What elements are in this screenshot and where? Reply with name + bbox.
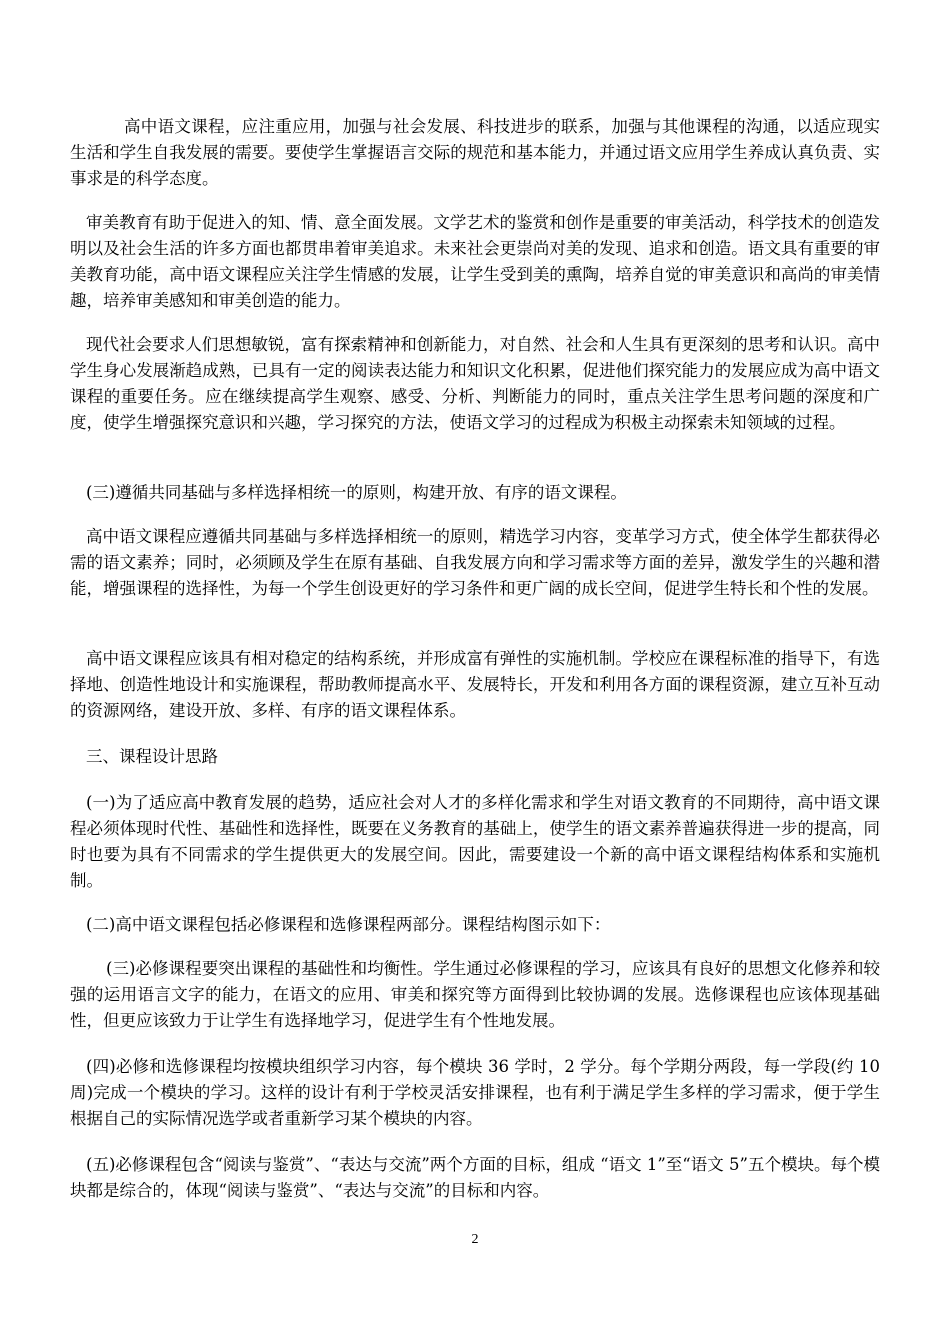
paragraph-stable-structure: 高中语文课程应该具有相对稳定的结构系统，并形成富有弹性的实施机制。学校应在课程标准的指导下，有选择地、创造性地设计和实施课程，帮助教师提高水平、发展特长，开发和利用各方面的课程资源，建立互补互动的资源网络，建设开放、多样、有序的语文课程体系。 xyxy=(70,649,880,720)
page-number: 2 xyxy=(471,1232,479,1247)
paragraph-design-point-four: (四)必修和选修课程均按模块组织学习内容，每个模块 36 学时，2 学分。每个学期分两段，每一学段(约 10 周)完成一个模块的学习。这样的设计有利于学校灵活安排课程，也有利于满足学生多样的学习需求，便于学生根据自己的实际情况选学或者重新学习某个模块的内容。 xyxy=(70,1057,880,1128)
paragraph-design-point-five: (五)必修课程包含“阅读与鉴赏”、“表达与交流”两个方面的目标，组成 “语文 1”至“语文 5”五个模块。每个模块都是综合的，体现“阅读与鉴赏”、“表达与交流”的目标和内容。 xyxy=(70,1155,880,1200)
paragraph-design-point-one: (一)为了适应高中教育发展的趋势，适应社会对人才的多样化需求和学生对语文教育的不同期待，高中语文课程必须体现时代性、基础性和选择性，既要在义务教育的基础上，使学生的语文素养普遍获得进一步的提高，同时也要为具有不同需求的学生提供更大的发展空间。因此，需要建设一个新的高中语文课程结构体系和实施机制。 xyxy=(70,793,880,890)
paragraph-inquiry-ability: 现代社会要求人们思想敏锐，富有探索精神和创新能力，对自然、社会和人生具有更深刻的思考和认识。高中学生身心发展渐趋成熟，已具有一定的阅读表达能力和知识文化积累，促进他们探究能力的发展应成为高中语文课程的重要任务。应在继续提高学生观察、感受、分析、判断能力的同时，重点关注学生思考问题的深度和广度，使学生增强探究意识和兴趣，学习探究的方法，使语文学习的过程成为积极主动探索未知领域的过程。 xyxy=(70,335,880,432)
paragraph-aesthetic-education: 审美教育有助于促进入的知、情、意全面发展。文学艺术的鉴赏和创作是重要的审美活动，科学技术的创造发明以及社会生活的许多方面也都贯串着审美追求。未来社会更崇尚对美的发现、追求和创造。语文具有重要的审美教育功能，高中语文课程应关注学生情感的发展，让学生受到美的熏陶，培养自觉的审美意识和高尚的审美情趣，培养审美感知和审美创造的能力。 xyxy=(70,213,880,310)
section-heading-principle-three: (三)遵循共同基础与多样选择相统一的原则，构建开放、有序的语文课程。 xyxy=(86,483,627,502)
paragraph-common-foundation: 高中语文课程应遵循共同基础与多样选择相统一的原则，精选学习内容，变革学习方式，使全体学生都获得必需的语文素养；同时，必须顾及学生在原有基础、自我发展方向和学习需求等方面的差异，激发学生的兴趣和潜能，增强课程的选择性，为每一个学生创设更好的学习条件和更广阔的成长空间，促进学生特长和个性的发展。 xyxy=(70,527,880,598)
paragraph-language-application: 高中语文课程，应注重应用，加强与社会发展、科技进步的联系，加强与其他课程的沟通，以适应现实生活和学生自我发展的需要。要使学生掌握语言交际的规范和基本能力，并通过语文应用学生养成认真负责、实事求是的科学态度。 xyxy=(70,117,880,188)
paragraph-design-point-two: (二)高中语文课程包括必修课程和选修课程两部分。课程结构图示如下： xyxy=(86,915,611,934)
section-heading-course-design: 三、课程设计思路 xyxy=(86,747,218,766)
paragraph-design-point-three: (三)必修课程要突出课程的基础性和均衡性。学生通过必修课程的学习，应该具有良好的思想文化修养和较强的运用语言文字的能力，在语文的应用、审美和探究等方面得到比较协调的发展。选修课程也应该体现基础性，但更应该致力于让学生有选择地学习，促进学生有个性地发展。 xyxy=(70,959,880,1030)
